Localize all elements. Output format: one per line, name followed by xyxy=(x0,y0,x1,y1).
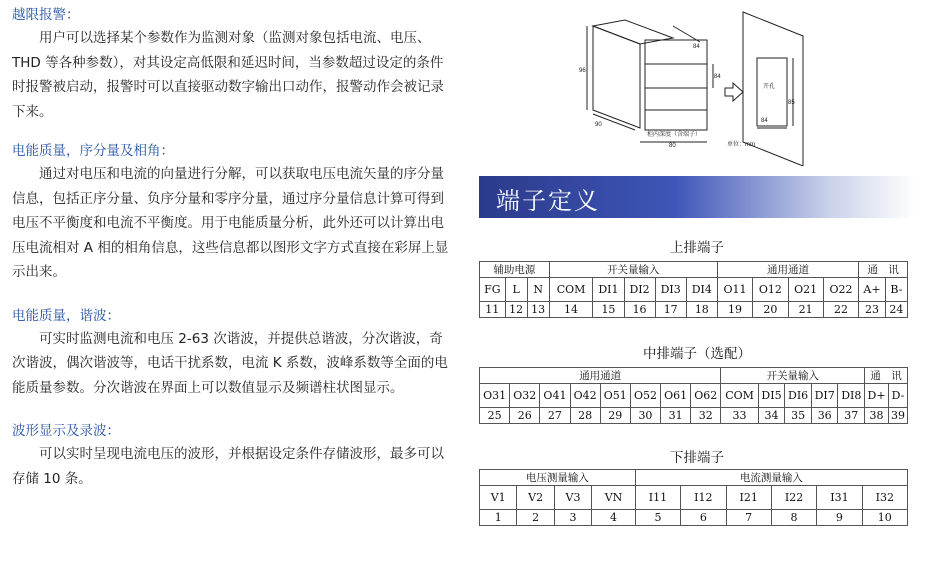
middle-terminal-table xyxy=(479,367,908,424)
terminal-label-cell: I11 xyxy=(635,486,680,510)
terminal-number-cell: 34 xyxy=(758,408,785,424)
terminal-label-cell: DI7 xyxy=(811,384,838,408)
terminal-number-cell: 30 xyxy=(630,408,660,424)
terminal-label-cell: VN xyxy=(592,486,636,510)
group-header-cell: 通用通道 xyxy=(480,368,721,384)
terminal-label-row xyxy=(480,384,908,408)
terminal-number-row xyxy=(480,408,908,424)
terminal-number-cell: 3 xyxy=(554,510,591,526)
terminal-number-cell: 20 xyxy=(753,302,788,318)
terminal-number-cell: 24 xyxy=(885,302,907,318)
terminal-number-cell: 19 xyxy=(717,302,752,318)
terminal-label-cell: I21 xyxy=(726,486,771,510)
terminal-number-row xyxy=(480,510,908,526)
terminal-label-cell: DI6 xyxy=(785,384,812,408)
group-header-cell: 开关量输入 xyxy=(549,262,717,278)
terminal-number-cell: 23 xyxy=(859,302,886,318)
terminal-number-cell: 11 xyxy=(480,302,506,318)
terminal-label-cell: O32 xyxy=(510,384,540,408)
bottom-terminal-table xyxy=(479,469,908,526)
terminal-number-cell: 26 xyxy=(510,408,540,424)
terminal-number-cell: 28 xyxy=(570,408,600,424)
section-text-waveform: 可以实时呈现电流电压的波形，并根据设定条件存储波形，最多可以存储 10 条。 xyxy=(12,446,444,487)
terminal-label-cell: D- xyxy=(889,384,908,408)
terminal-label-cell: COM xyxy=(721,384,758,408)
terminal-number-cell: 4 xyxy=(592,510,636,526)
group-header-cell: 通 讯 xyxy=(865,368,908,384)
terminal-label-cell: O12 xyxy=(753,278,788,302)
terminal-number-cell: 16 xyxy=(624,302,655,318)
middle-terminal-caption: 中排端子（选配） xyxy=(643,346,751,362)
terminal-label-cell: D+ xyxy=(865,384,889,408)
terminal-number-cell: 10 xyxy=(862,510,907,526)
terminal-number-cell: 14 xyxy=(549,302,593,318)
terminal-number-cell: 29 xyxy=(600,408,630,424)
terminal-label-cell: O42 xyxy=(570,384,600,408)
terminal-number-cell: 39 xyxy=(889,408,908,424)
terminal-number-cell: 12 xyxy=(505,302,527,318)
group-header-cell: 开关量输入 xyxy=(721,368,865,384)
dim-84-cutout: 84 xyxy=(761,118,768,124)
terminal-number-cell: 31 xyxy=(661,408,691,424)
terminal-number-row xyxy=(480,302,908,318)
terminal-number-cell: 1 xyxy=(480,510,517,526)
group-header-row xyxy=(480,368,908,384)
terminal-number-cell: 13 xyxy=(527,302,549,318)
terminal-label-cell: DI1 xyxy=(593,278,624,302)
dimension-drawing xyxy=(565,6,825,166)
terminal-number-cell: 7 xyxy=(726,510,771,526)
terminal-label-cell: DI8 xyxy=(838,384,865,408)
terminal-label-cell: DI4 xyxy=(686,278,717,302)
terminal-number-cell: 15 xyxy=(593,302,624,318)
terminal-label-row xyxy=(480,278,908,302)
terminal-label-cell: O51 xyxy=(600,384,630,408)
terminal-number-cell: 35 xyxy=(785,408,812,424)
terminal-label-cell: I22 xyxy=(771,486,816,510)
terminal-number-cell: 8 xyxy=(771,510,816,526)
top-terminal-caption: 上排端子 xyxy=(670,240,724,256)
top-terminal-table xyxy=(479,261,908,318)
group-header-row xyxy=(480,470,908,486)
terminal-label-cell: V2 xyxy=(517,486,554,510)
terminal-label-cell: O31 xyxy=(480,384,510,408)
terminal-label-cell: O22 xyxy=(823,278,858,302)
bottom-terminal-caption: 下排端子 xyxy=(670,450,724,466)
terminal-label-cell: V1 xyxy=(480,486,517,510)
terminal-label-cell: A+ xyxy=(859,278,886,302)
terminal-label-cell: V3 xyxy=(554,486,591,510)
terminal-label-cell: DI5 xyxy=(758,384,785,408)
group-header-cell: 辅助电源 xyxy=(480,262,550,278)
feature-description xyxy=(12,4,452,491)
terminal-number-cell: 38 xyxy=(865,408,889,424)
group-header-cell: 通 讯 xyxy=(859,262,908,278)
terminal-number-cell: 33 xyxy=(721,408,758,424)
terminal-number-cell: 22 xyxy=(823,302,858,318)
terminal-number-cell: 2 xyxy=(517,510,554,526)
terminal-label-cell: COM xyxy=(549,278,593,302)
terminal-number-cell: 27 xyxy=(540,408,570,424)
dim-96: 96 xyxy=(579,68,586,74)
terminal-label-cell: O21 xyxy=(788,278,823,302)
terminal-number-cell: 6 xyxy=(681,510,726,526)
terminal-label-cell: I12 xyxy=(681,486,726,510)
section-text-harmonics: 可实时监测电流和电压 2-63 次谐波，并提供总谐波，分次谐波，奇次谐波，偶次谐波等，电话干扰系数，电流 K 系数，波峰系数等全面的电能质量参数。分次谐波在界面上可以数值显示及频谱柱状图显示。 xyxy=(12,330,448,396)
terminal-label-cell: I32 xyxy=(862,486,907,510)
unit-note: 单位：mm xyxy=(727,142,755,148)
section-banner xyxy=(479,176,915,218)
terminal-number-cell: 17 xyxy=(655,302,686,318)
banner-title: 端子定义 xyxy=(496,187,600,215)
terminal-label-cell: O52 xyxy=(630,384,660,408)
terminal-number-cell: 18 xyxy=(686,302,717,318)
group-header-cell: 电压测量输入 xyxy=(480,470,636,486)
terminal-label-cell: O62 xyxy=(691,384,721,408)
terminal-number-cell: 36 xyxy=(811,408,838,424)
terminal-label-cell: FG xyxy=(480,278,506,302)
terminal-label-cell: DI2 xyxy=(624,278,655,302)
section-title-waveform: 波形显示及录波： xyxy=(12,423,120,439)
terminal-number-cell: 9 xyxy=(817,510,862,526)
dim-85: 85 xyxy=(788,100,795,106)
dim-80: 80 xyxy=(669,143,676,149)
terminal-label-cell: I31 xyxy=(817,486,862,510)
terminal-label-row xyxy=(480,486,908,510)
group-header-cell: 电流测量输入 xyxy=(635,470,907,486)
section-title-alarm: 越限报警： xyxy=(12,7,80,23)
dim-84-top: 84 xyxy=(693,44,700,50)
group-header-cell: 通用通道 xyxy=(717,262,858,278)
terminal-number-cell: 25 xyxy=(480,408,510,424)
terminal-number-cell: 37 xyxy=(838,408,865,424)
section-text-sequence: 通过对电压和电流的向量进行分解，可以获取电压电流矢量的序分量信息，包括正序分量、负序分量和零序分量，通过序分量信息计算可得到电压不平衡度和电流不平衡度。用于电能质量分析，此外还可以计算出电压电流相对 A 相的相角信息，这些信息都以图形文字方式直接在彩屏上显示出来。 xyxy=(12,166,449,280)
section-text-alarm: 用户可以选择某个参数作为监测对象（监测对象包括电流、电压、THD 等各种参数），对其设定高低限和延迟时间，当参数超过设定的条件时报警被启动，报警时可以直接驱动数字输出口动作，报警动作会被记录下来。 xyxy=(12,30,444,120)
terminal-number-cell: 21 xyxy=(788,302,823,318)
terminal-number-cell: 5 xyxy=(635,510,680,526)
terminal-number-cell: 32 xyxy=(691,408,721,424)
group-header-row xyxy=(480,262,908,278)
section-title-sequence: 电能质量，序分量及相角： xyxy=(12,143,174,159)
terminal-label-cell: B- xyxy=(885,278,907,302)
terminal-label-cell: N xyxy=(527,278,549,302)
dim-84-side: 84 xyxy=(714,74,721,80)
depth-note: 柜内深度（含端子） xyxy=(647,132,702,138)
dim-90: 90 xyxy=(595,122,602,128)
cutout-label: 开孔 xyxy=(763,84,776,90)
terminal-label-cell: O61 xyxy=(661,384,691,408)
terminal-label-cell: O11 xyxy=(717,278,752,302)
terminal-label-cell: L xyxy=(505,278,527,302)
terminal-label-cell: O41 xyxy=(540,384,570,408)
terminal-label-cell: DI3 xyxy=(655,278,686,302)
section-title-harmonics: 电能质量，谐波： xyxy=(12,307,120,324)
